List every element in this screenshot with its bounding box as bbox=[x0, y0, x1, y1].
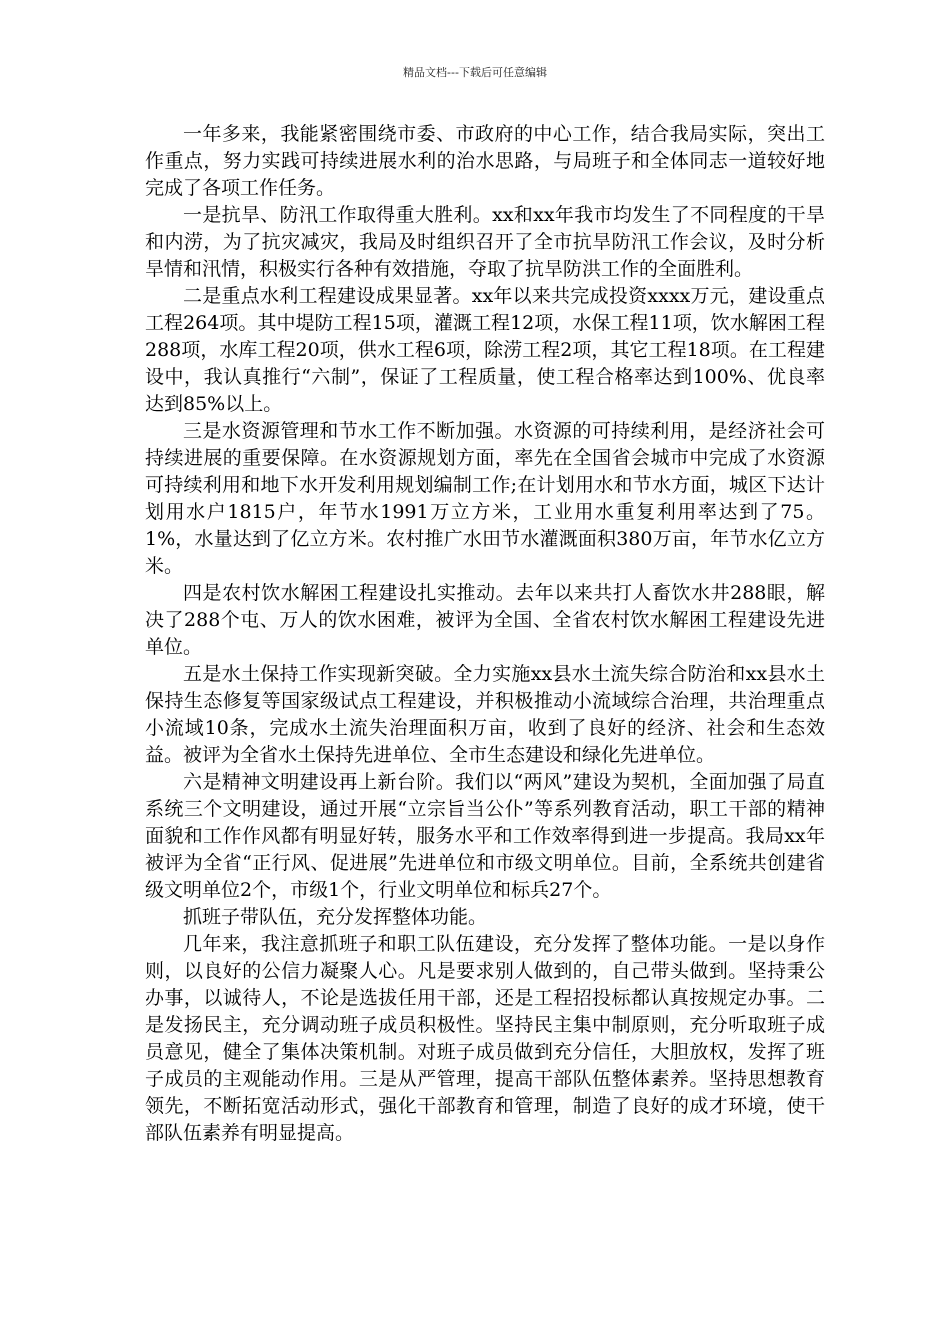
paragraph-team-building: 几年来，我注意抓班子和职工队伍建设，充分发挥了整体功能。一是以身作则，以良好的公信力凝聚人心。凡是要求别人做到的，自己带头做到。坚持秉公办事，以诚待人，不论是选拔任用干部，还是工程招投标都认真按规定办事。二是发扬民主，充分调动班子成员积极性。坚持民主集中制原则，充分听取班子成员意见，健全了集体决策机制。对班子成员做到充分信任，大胆放权，发挥了班子成员的主观能动作用。三是从严管理，提高干部队伍整体素养。坚持思想教育领先，不断拓宽活动形式，强化干部教育和管理，制造了良好的成才环境，使干部队伍素养有明显提高。 bbox=[145, 933, 825, 1144]
page-header: 精品文档---下载后可任意编辑 bbox=[403, 66, 547, 79]
paragraph-team-heading: 抓班子带队伍，充分发挥整体功能。 bbox=[183, 906, 488, 928]
paragraph-soil-conservation: 五是水土保持工作实现新突破。全力实施xx县水土流失综合防治和xx县水土保持生态修复等国家级试点工程建设，并积极推动小流域综合治理，共治理重点小流域10条，完成水土流失治理面积万亩，收到了良好的经济、社会和生态效益。被评为全省水土保持先进单位、全市生态建设和绿化先进单位。 bbox=[145, 663, 825, 766]
document-body bbox=[145, 121, 825, 1147]
paragraph-key-projects: 二是重点水利工程建设成果显著。xx年以来共完成投资xxxx万元，建设重点工程264项。其中堤防工程15项，灌溉工程12项，水保工程11项，饮水解困工程288项，水库工程20项，供水工程6项，除涝工程2项，其它工程18项。在工程建设中，我认真推行“六制”，保证了工程质量，使工程合格率达到100%、优良率达到85%以上。 bbox=[145, 285, 825, 415]
paragraph-civilization: 六是精神文明建设再上新台阶。我们以“两风”建设为契机，全面加强了局直系统三个文明建设，通过开展“立宗旨当公仆”等系列教育活动，职工干部的精神面貌和工作作风都有明显好转，服务水平和工作效率得到进一步提高。我局xx年被评为全省“正行风、促进展”先进单位和市级文明单位。目前，全系统共创建省级文明单位2个，市级1个，行业文明单位和标兵27个。 bbox=[145, 771, 825, 901]
paragraph-intro: 一年多来，我能紧密围绕市委、市政府的中心工作，结合我局实际，突出工作重点，努力实践可持续进展水利的治水思路，与局班子和全体同志一道较好地完成了各项工作任务。 bbox=[145, 123, 825, 199]
paragraph-drinking-water: 四是农村饮水解困工程建设扎实推动。去年以来共打人畜饮水井288眼，解决了288个屯、万人的饮水困难，被评为全国、全省农村饮水解困工程建设先进单位。 bbox=[145, 582, 825, 658]
paragraph-water-resources: 三是水资源管理和节水工作不断加强。水资源的可持续利用，是经济社会可持续进展的重要保障。在水资源规划方面，率先在全国省会城市中完成了水资源可持续利用和地下水开发利用规划编制工作;在计划用水和节水方面，城区下达计划用水户1815户，年节水1991万立方米，工业用水重复利用率达到了75。1%，水量达到了亿立方米。农村推广水田节水灌溉面积380万亩，年节水亿立方米。 bbox=[145, 420, 825, 577]
paragraph-flood-control: 一是抗旱、防汛工作取得重大胜利。xx和xx年我市均发生了不同程度的干旱和内涝，为了抗灾减灾，我局及时组织召开了全市抗旱防汛工作会议，及时分析旱情和汛情，积极实行各种有效措施，夺取了抗旱防洪工作的全面胜利。 bbox=[145, 204, 825, 280]
